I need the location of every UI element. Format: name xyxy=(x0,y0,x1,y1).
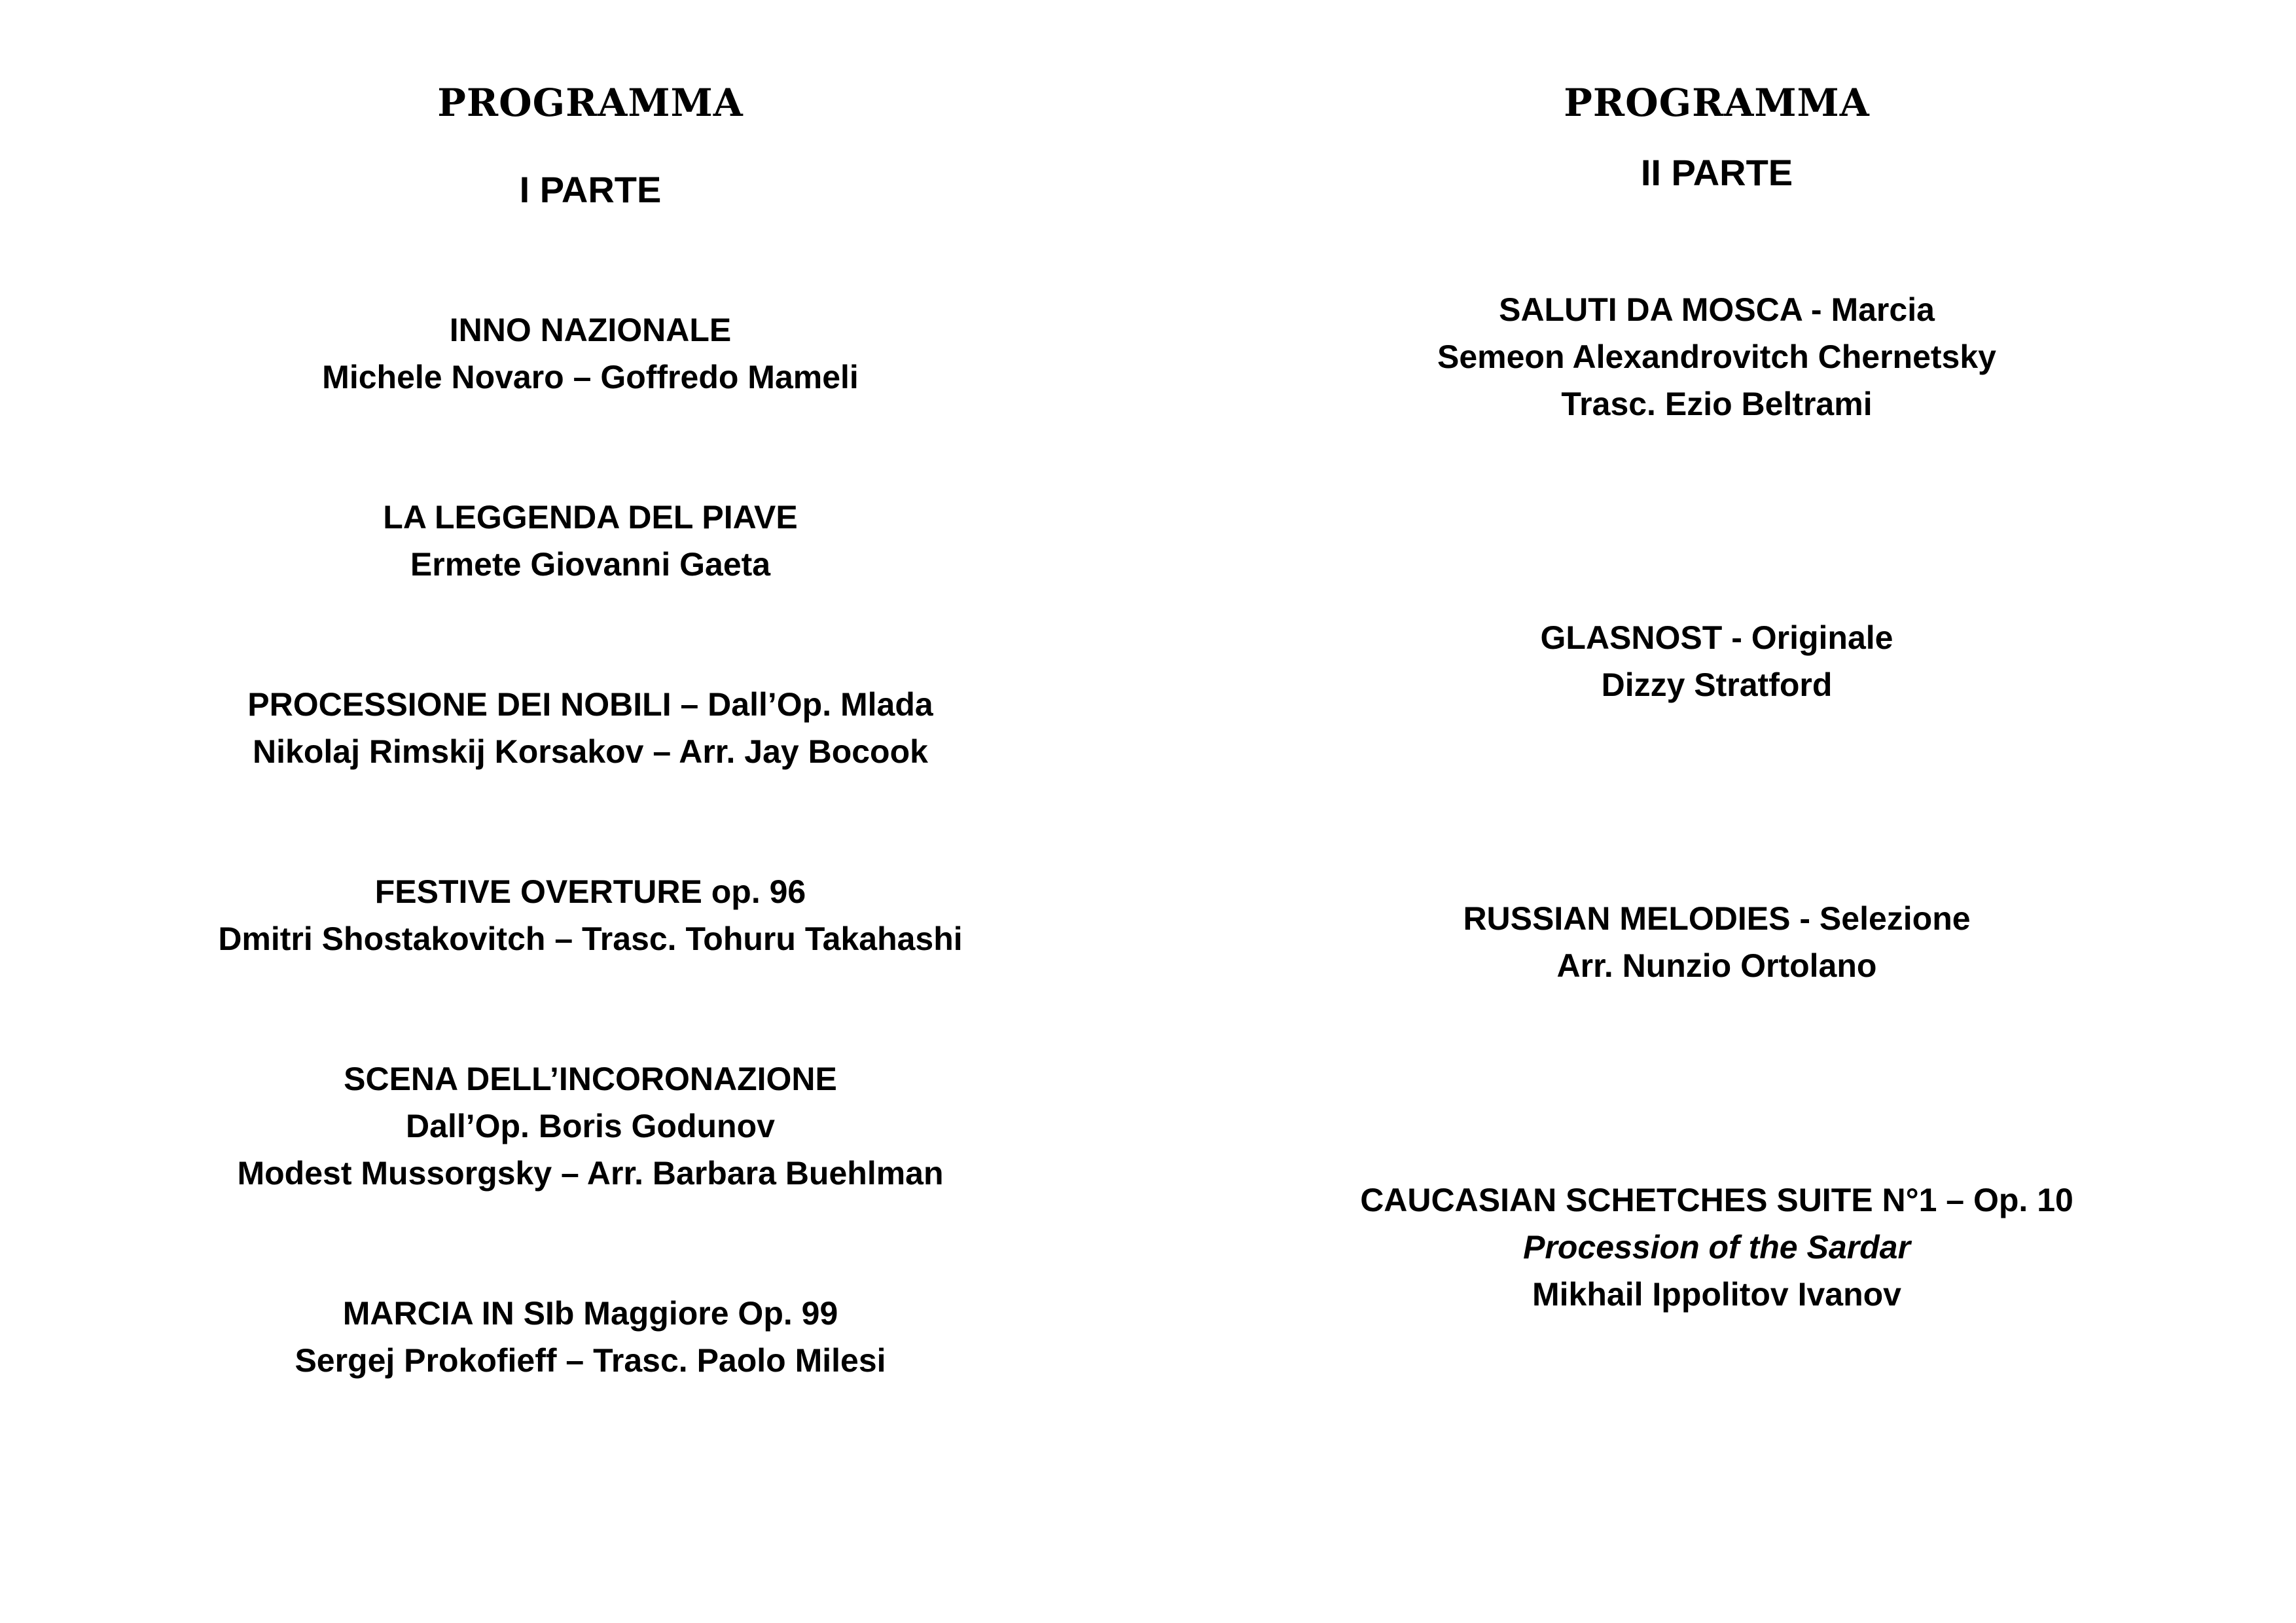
piece-composer: Michele Novaro – Goffredo Mameli xyxy=(322,359,859,395)
piece-composer: Mikhail Ippolitov Ivanov xyxy=(1532,1276,1901,1313)
piece-title: FESTIVE OVERTURE op. 96 xyxy=(374,873,806,910)
part-title: I PARTE xyxy=(519,169,662,210)
piece-title: MARCIA IN SIb Maggiore Op. 99 xyxy=(342,1295,838,1332)
program-heading: PROGRAMMA xyxy=(1564,81,1870,125)
part-title: II PARTE xyxy=(1640,152,1793,193)
piece-composer: Dmitri Shostakovitch – Trasc. Tohuru Takahashi xyxy=(218,921,963,957)
piece-composer: Semeon Alexandrovitch Chernetsky xyxy=(1437,338,1996,375)
piece-movement: Procession of the Sardar xyxy=(1523,1229,1910,1266)
program-piece xyxy=(1291,614,2142,708)
program-piece xyxy=(165,306,1016,401)
program-piece xyxy=(1291,1176,2142,1318)
piece-composer: Ermete Giovanni Gaeta xyxy=(410,546,771,583)
program-piece xyxy=(165,868,1016,962)
piece-title: SALUTI DA MOSCA - Marcia xyxy=(1499,291,1935,328)
program-piece xyxy=(165,1055,1016,1197)
piece-title: RUSSIAN MELODIES - Selezione xyxy=(1463,900,1971,937)
piece-composer: Modest Mussorgsky – Arr. Barbara Buehlman xyxy=(237,1155,944,1192)
piece-composer: Sergej Prokofieff – Trasc. Paolo Milesi xyxy=(295,1342,886,1379)
program-piece xyxy=(1291,895,2142,989)
piece-arranger: Trasc. Ezio Beltrami xyxy=(1561,386,1873,422)
program-piece xyxy=(1291,286,2142,428)
piece-subtitle: Dall’Op. Boris Godunov xyxy=(406,1108,775,1144)
piece-title: PROCESSIONE DEI NOBILI – Dall’Op. Mlada xyxy=(247,686,933,723)
program-piece xyxy=(165,1290,1016,1384)
piece-arranger: Arr. Nunzio Ortolano xyxy=(1556,947,1877,984)
piece-title: LA LEGGENDA DEL PIAVE xyxy=(383,499,798,536)
piece-composer: Dizzy Stratford xyxy=(1601,666,1833,703)
program-piece xyxy=(165,494,1016,588)
piece-title: CAUCASIAN SCHETCHES SUITE N°1 – Op. 10 xyxy=(1360,1182,2073,1218)
program-piece xyxy=(165,681,1016,775)
piece-title: GLASNOST - Originale xyxy=(1540,619,1893,656)
piece-title: SCENA DELL’INCORONAZIONE xyxy=(344,1061,837,1097)
piece-title: INNO NAZIONALE xyxy=(449,312,732,348)
program-heading: PROGRAMMA xyxy=(437,81,744,125)
piece-composer: Nikolaj Rimskij Korsakov – Arr. Jay Bocook xyxy=(253,733,928,770)
